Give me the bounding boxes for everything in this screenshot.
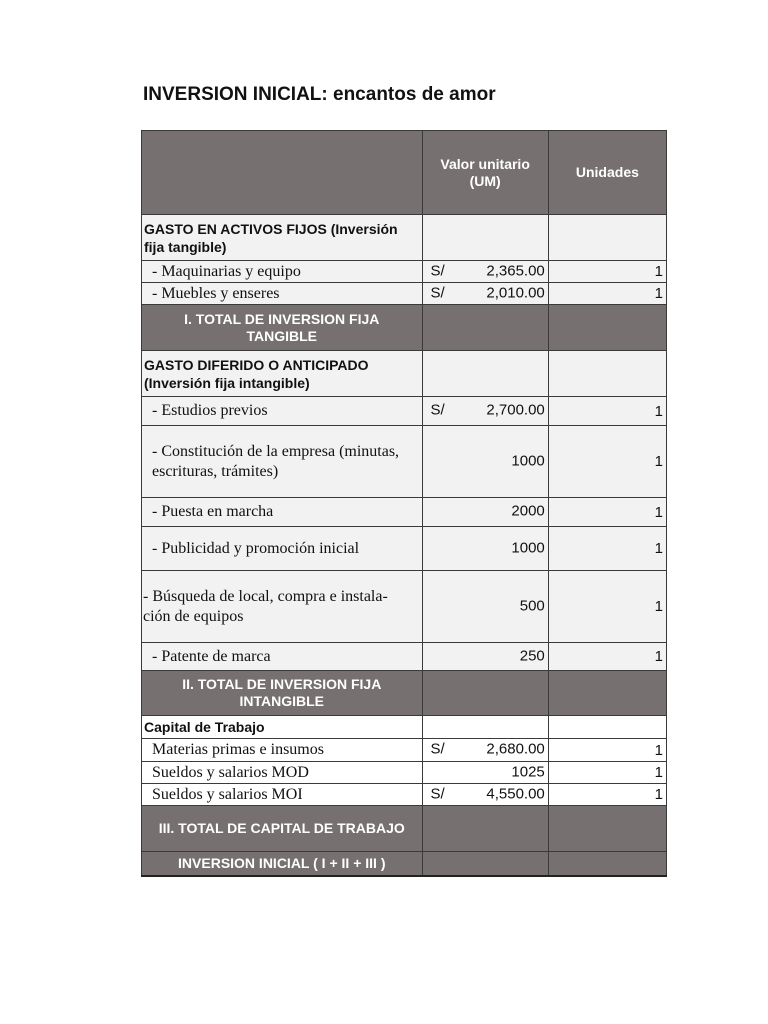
item-qty: 1 <box>548 397 666 426</box>
total-capital-label: III. TOTAL DE CAPITAL DE TRABAJO <box>142 806 423 852</box>
item-value: 2000 <box>511 502 545 520</box>
section-diferido-label: GASTO DIFERIDO O ANTICIPADO (Inversión fija intangible) <box>142 351 423 397</box>
total-row-intangible <box>142 671 667 716</box>
item-qty: 1 <box>548 739 666 762</box>
total-row-inicial <box>142 852 667 876</box>
item-value: 2,010.00 <box>486 284 545 302</box>
item-label: - Publicidad y promoción inicial <box>142 527 423 571</box>
item-qty: 1 <box>548 527 666 571</box>
total-intangible-label: II. TOTAL DE INVERSION FIJA INTANGIBLE <box>142 671 423 716</box>
total-row-tangible <box>142 305 667 351</box>
item-value: 2,680.00 <box>486 740 545 758</box>
header-unidades: Unidades <box>548 131 666 215</box>
item-value-cell <box>422 784 548 806</box>
currency-symbol: S/ <box>430 401 445 419</box>
item-label: - Constitución de la empresa (minutas, escrituras, trámites) <box>142 426 423 498</box>
item-qty: 1 <box>548 643 666 671</box>
item-qty: 1 <box>548 283 666 305</box>
header-row <box>142 131 667 215</box>
total-inicial-label: INVERSION INICIAL ( I + II + III ) <box>142 852 423 876</box>
table-row <box>142 397 667 426</box>
header-valor: Valor unitario (UM) <box>422 131 548 215</box>
table-row <box>142 643 667 671</box>
item-label: - Muebles y enseres <box>142 283 423 305</box>
item-value-cell <box>422 739 548 762</box>
item-value-cell <box>422 527 548 571</box>
table-row <box>142 261 667 283</box>
item-qty: 1 <box>548 762 666 784</box>
item-label: - Estudios previos <box>142 397 423 426</box>
item-qty: 1 <box>548 498 666 527</box>
currency-symbol: S/ <box>430 284 445 302</box>
item-value: 2,700.00 <box>486 401 545 419</box>
item-value: 2,365.00 <box>486 262 545 280</box>
currency-symbol: S/ <box>430 262 445 280</box>
section-row-capital <box>142 716 667 739</box>
item-value-cell <box>422 498 548 527</box>
section-row-fijos <box>142 215 667 261</box>
item-value-cell <box>422 426 548 498</box>
item-value: 500 <box>519 597 545 615</box>
table-row <box>142 426 667 498</box>
item-label: Materias primas e insumos <box>142 739 423 762</box>
item-label: Sueldos y salarios MOI <box>142 784 423 806</box>
total-row-capital <box>142 806 667 852</box>
table-row <box>142 784 667 806</box>
item-label: - Búsqueda de local, compra e instala- ción de equipos <box>142 571 423 643</box>
table-row <box>142 571 667 643</box>
header-empty-cell <box>142 131 423 215</box>
section-fijos-label: GASTO EN ACTIVOS FIJOS (Inversión fija tangible) <box>142 215 423 261</box>
item-value-cell <box>422 762 548 784</box>
item-label: Sueldos y salarios MOD <box>142 762 423 784</box>
item-value-cell <box>422 261 548 283</box>
currency-symbol: S/ <box>430 740 445 758</box>
item-value-cell <box>422 571 548 643</box>
item-qty: 1 <box>548 261 666 283</box>
item-value: 1000 <box>511 539 545 557</box>
item-label: - Puesta en marcha <box>142 498 423 527</box>
table-row <box>142 762 667 784</box>
table-row <box>142 739 667 762</box>
item-label: - Patente de marca <box>142 643 423 671</box>
section-capital-label: Capital de Trabajo <box>142 716 423 739</box>
item-value: 1000 <box>511 452 545 470</box>
item-label: - Maquinarias y equipo <box>142 261 423 283</box>
page-title: INVERSION INICIAL: encantos de amor <box>143 84 496 105</box>
total-tangible-label: I. TOTAL DE INVERSION FIJA TANGIBLE <box>142 305 423 351</box>
item-value: 250 <box>519 647 545 665</box>
item-value: 1025 <box>511 763 545 781</box>
section-row-diferido <box>142 351 667 397</box>
table-row <box>142 498 667 527</box>
item-value: 4,550.00 <box>486 785 545 803</box>
table-row <box>142 283 667 305</box>
currency-symbol: S/ <box>430 785 445 803</box>
item-value-cell <box>422 283 548 305</box>
item-qty: 1 <box>548 784 666 806</box>
investment-table <box>141 130 667 877</box>
item-qty: 1 <box>548 571 666 643</box>
item-value-cell <box>422 643 548 671</box>
item-qty: 1 <box>548 426 666 498</box>
item-value-cell <box>422 397 548 426</box>
table-row <box>142 527 667 571</box>
